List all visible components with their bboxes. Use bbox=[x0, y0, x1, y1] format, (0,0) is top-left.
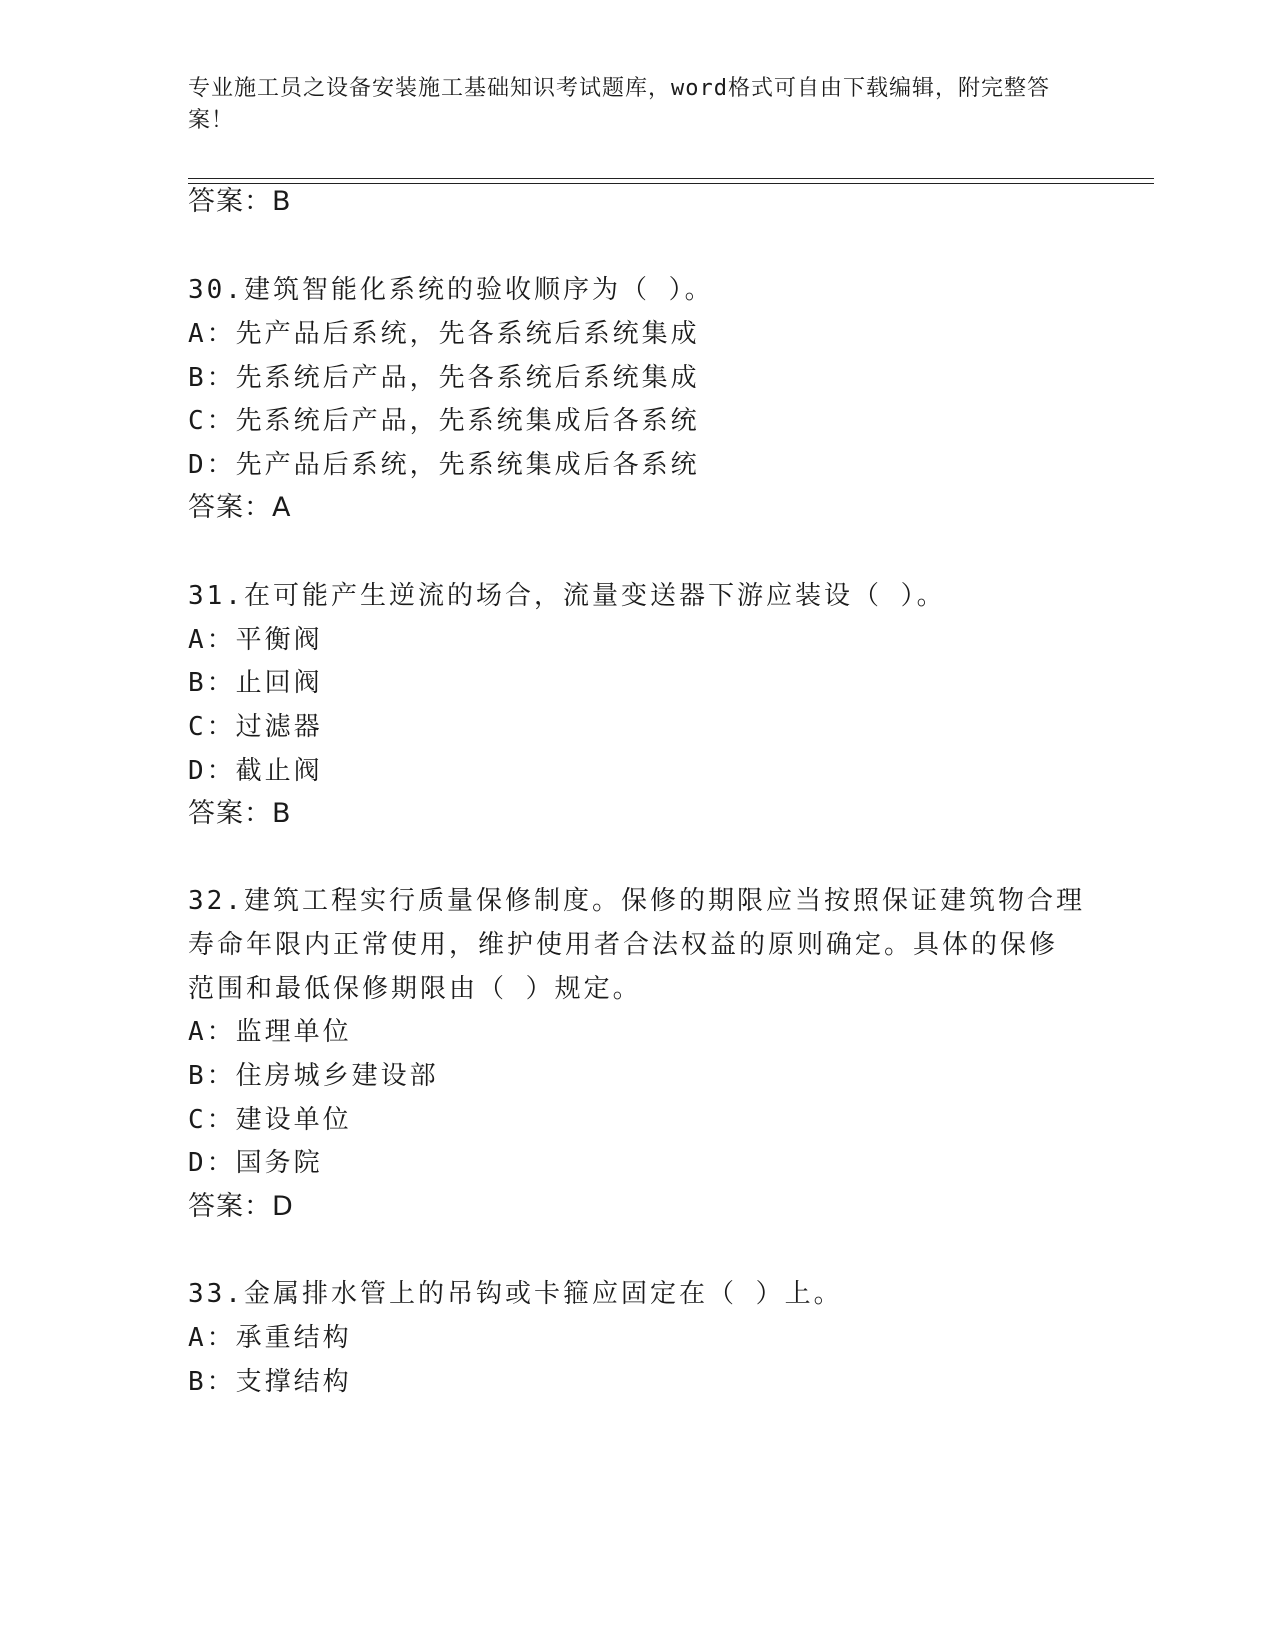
question-31-stem: 31.在可能产生逆流的场合，流量变送器下游应装设（ ）。 bbox=[188, 581, 946, 611]
question-32-option-a: A：监理单位 bbox=[188, 1017, 352, 1047]
previous-answer: 答案：B bbox=[188, 186, 292, 217]
question-31-answer: 答案：B bbox=[188, 798, 292, 829]
question-30-option-b: B：先系统后产品，先各系统后系统集成 bbox=[188, 363, 700, 393]
question-31-option-c: C：过滤器 bbox=[188, 712, 323, 742]
question-32-stem-line-1: 32.建筑工程实行质量保修制度。保修的期限应当按照保证建筑物合理 bbox=[188, 886, 1085, 916]
header-divider-top bbox=[188, 178, 1154, 179]
question-31-option-d: D：截止阀 bbox=[188, 756, 323, 786]
header-divider-bottom bbox=[188, 183, 1154, 184]
question-32-option-d: D：国务院 bbox=[188, 1148, 323, 1178]
question-32-option-b: B：住房城乡建设部 bbox=[188, 1061, 439, 1091]
question-32-option-c: C：建设单位 bbox=[188, 1105, 352, 1135]
question-32-stem-line-3: 范围和最低保修期限由（ ）规定。 bbox=[188, 974, 642, 1004]
question-33-stem: 33.金属排水管上的吊钩或卡箍应固定在（ ）上。 bbox=[188, 1279, 843, 1309]
document-header: 专业施工员之设备安装施工基础知识考试题库，word格式可自由下载编辑，附完整答案！ bbox=[188, 76, 1050, 133]
question-30-option-a: A：先产品后系统，先各系统后系统集成 bbox=[188, 319, 700, 349]
question-30-answer: 答案：A bbox=[188, 492, 292, 523]
question-30-stem: 30.建筑智能化系统的验收顺序为（ ）。 bbox=[188, 275, 714, 305]
question-32-stem-line-2: 寿命年限内正常使用，维护使用者合法权益的原则确定。具体的保修 bbox=[188, 930, 1059, 960]
question-30-option-d: D：先产品后系统，先系统集成后各系统 bbox=[188, 450, 700, 480]
question-33-option-b: B：支撑结构 bbox=[188, 1367, 352, 1397]
question-33-option-a: A：承重结构 bbox=[188, 1323, 352, 1353]
question-32-answer: 答案：D bbox=[188, 1191, 294, 1222]
question-31-option-a: A：平衡阀 bbox=[188, 625, 323, 655]
question-30-option-c: C：先系统后产品，先系统集成后各系统 bbox=[188, 406, 700, 436]
question-31-option-b: B：止回阀 bbox=[188, 668, 323, 698]
